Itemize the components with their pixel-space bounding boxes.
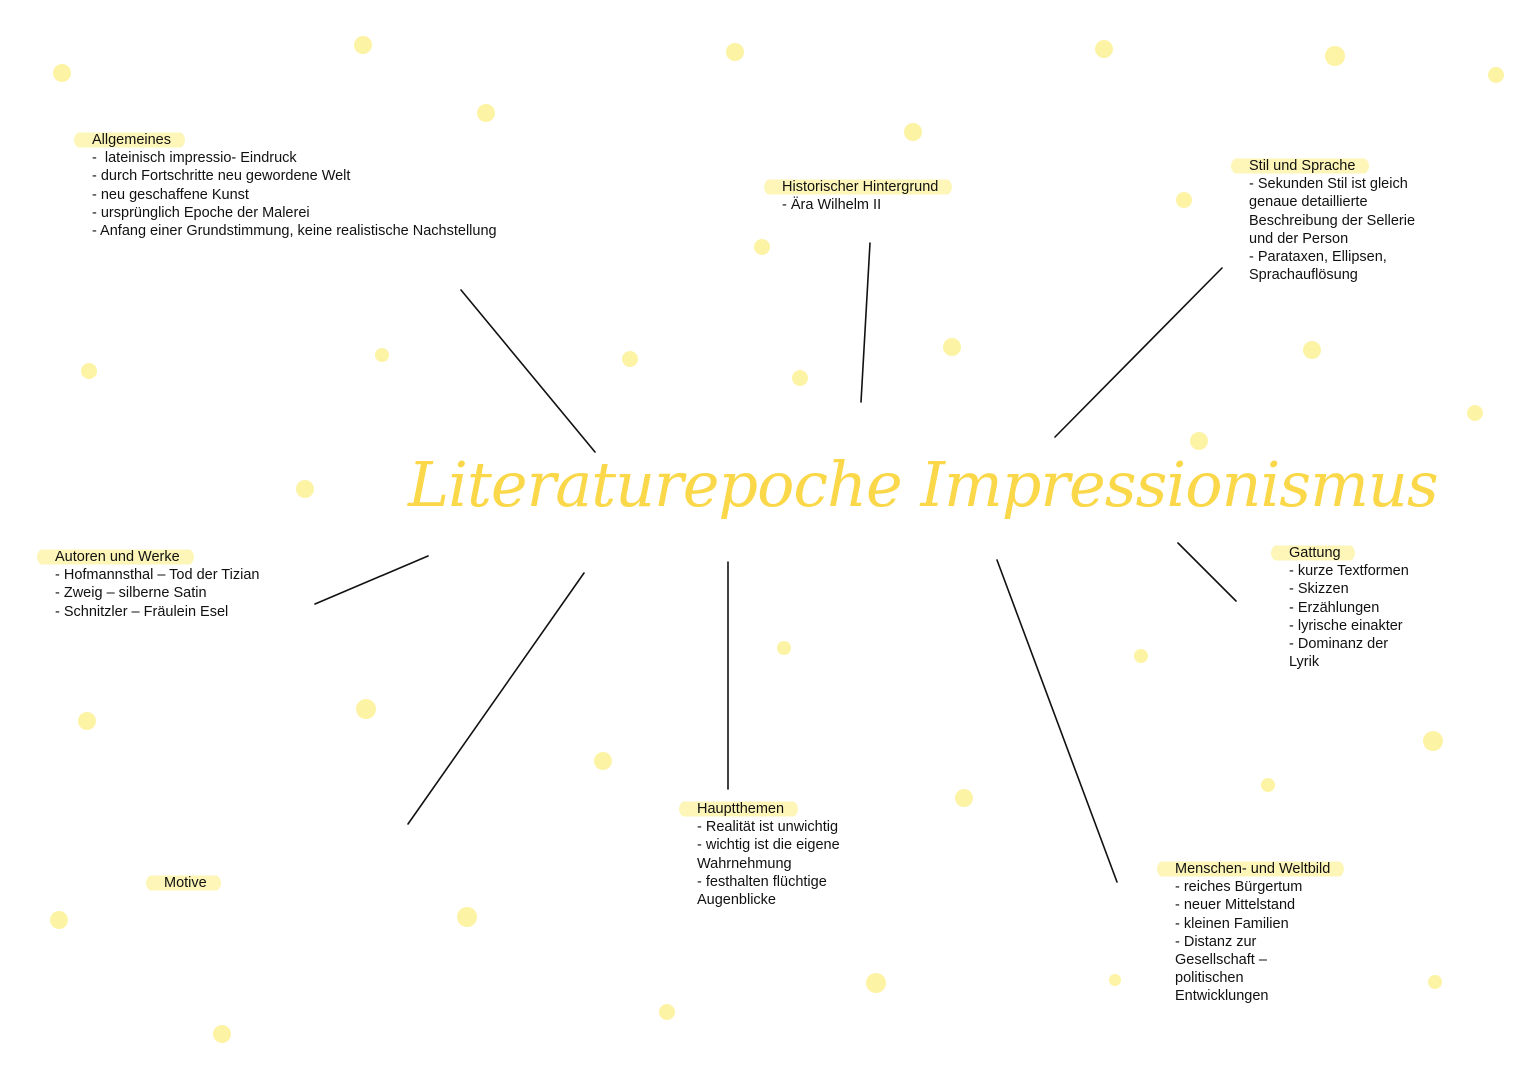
connector-line <box>315 556 428 604</box>
node-item: Augenblicke <box>697 892 776 909</box>
node-item: - Anfang einer Grundstimmung, keine realistische Nachstellung <box>92 223 497 240</box>
node-item: - kurze Textformen <box>1289 563 1409 580</box>
node-item: genaue detaillierte <box>1249 194 1368 211</box>
connector-line <box>997 560 1117 882</box>
node-item: - Erzählungen <box>1289 599 1380 616</box>
node-item: - Skizzen <box>1289 581 1349 598</box>
node-stil-und-sprache <box>1249 157 1415 284</box>
node-hauptthemen <box>697 800 840 909</box>
node-item: Entwicklungen <box>1175 988 1269 1005</box>
node-item: - Hofmannsthal – Tod der Tizian <box>55 567 260 584</box>
connector-line <box>461 290 595 452</box>
node-item: - Parataxen, Ellipsen, <box>1249 249 1387 266</box>
node-title: Hauptthemen <box>679 800 798 818</box>
node-historischer-hintergrund <box>782 178 952 214</box>
node-item: Sprachauflösung <box>1249 267 1358 284</box>
node-motive <box>164 874 221 892</box>
node-item: - lateinisch impressio- Eindruck <box>92 150 297 167</box>
connector-line <box>1055 268 1222 437</box>
node-item: Lyrik <box>1289 654 1320 671</box>
node-gattung <box>1289 544 1409 671</box>
node-autoren-und-werke <box>55 548 259 621</box>
connector-line <box>408 573 584 824</box>
connector-line <box>1178 543 1236 601</box>
node-title: Gattung <box>1271 544 1355 562</box>
node-item: - Zweig – silberne Satin <box>55 585 207 602</box>
node-item: - durch Fortschritte neu gewordene Welt <box>92 168 351 185</box>
node-item: politischen <box>1175 970 1244 987</box>
node-item: - lyrische einakter <box>1289 617 1403 634</box>
connector-line <box>861 243 870 402</box>
node-item: - wichtig ist die eigene <box>697 837 840 854</box>
node-title: Autoren und Werke <box>37 548 194 566</box>
node-item: - festhalten flüchtige <box>697 873 827 890</box>
node-item: Beschreibung der Sellerie <box>1249 212 1416 229</box>
node-item: - Realität ist unwichtig <box>697 819 839 836</box>
node-title: Menschen- und Weltbild <box>1157 860 1344 878</box>
node-allgemeines <box>92 131 497 240</box>
node-item: - kleinen Familien <box>1175 915 1289 932</box>
node-title: Stil und Sprache <box>1231 157 1369 175</box>
node-item: Wahrnehmung <box>697 855 792 872</box>
node-item: - Distanz zur <box>1175 933 1257 950</box>
node-item: - neuer Mittelstand <box>1175 897 1296 914</box>
mindmap-center-title: Literaturepoche Impressionismus <box>408 448 1438 521</box>
node-item: - Sekunden Stil ist gleich <box>1249 176 1408 193</box>
node-title: Motive <box>146 874 221 892</box>
node-item: und der Person <box>1249 230 1349 247</box>
node-item: - Ära Wilhelm II <box>782 197 882 214</box>
node-item: - reiches Bürgertum <box>1175 879 1303 896</box>
node-item: - ursprünglich Epoche der Malerei <box>92 204 310 221</box>
node-title: Historischer Hintergrund <box>764 178 952 196</box>
node-menschen-und-weltbild <box>1175 860 1344 1006</box>
node-item: - neu geschaffene Kunst <box>92 186 249 203</box>
node-title: Allgemeines <box>74 131 185 149</box>
node-item: - Schnitzler – Fräulein Esel <box>55 603 229 620</box>
node-item: Gesellschaft – <box>1175 952 1267 969</box>
node-item: - Dominanz der <box>1289 636 1389 653</box>
